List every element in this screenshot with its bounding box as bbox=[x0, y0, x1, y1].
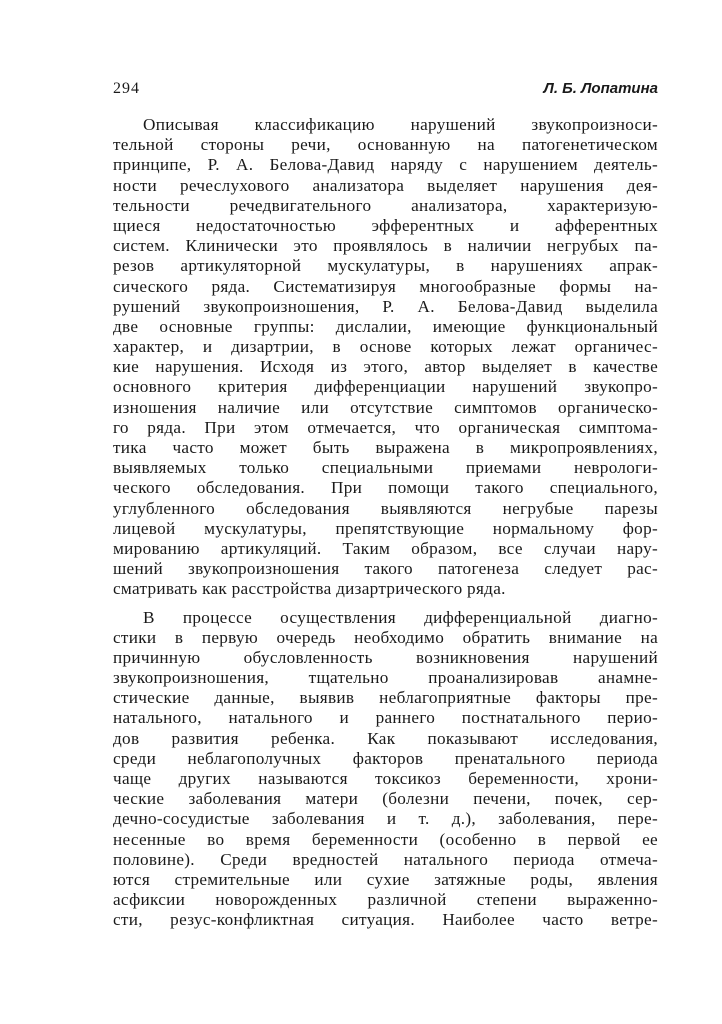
text-line: мированию артикуляций. Таким образом, все случаи нару- bbox=[113, 538, 658, 558]
text-line: причинную обусловленность возникновения нарушений bbox=[113, 647, 658, 667]
text-line: рушений звукопроизношения, Р. А. Белова-Давид выделила bbox=[113, 296, 658, 316]
text-line: дов развития ребенка. Как показывают исследования, bbox=[113, 728, 658, 748]
text-line: принципе, Р. А. Белова-Давид наряду с нарушением деятель- bbox=[113, 155, 658, 175]
text-line: изношения наличие или отсутствие симптомов органическо- bbox=[113, 397, 658, 417]
text-line: щиеся недостаточностью эфферентных и афферентных bbox=[113, 215, 658, 235]
text-line: характер, и дизартрии, в основе которых лежат органичес- bbox=[113, 337, 658, 357]
text-line: несенные во время беременности (особенно в первой ее bbox=[113, 829, 658, 849]
text-line: кие нарушения. Исходя из этого, автор выделяет в качестве bbox=[113, 357, 658, 377]
text-line: ются стремительные или сухие затяжные роды, явления bbox=[113, 869, 658, 889]
text-line: резов артикуляторной мускулатуры, в нарушениях апрак- bbox=[113, 256, 658, 276]
text-line: ности речеслухового анализатора выделяет нарушения дея- bbox=[113, 175, 658, 195]
text-line: лицевой мускулатуры, препятствующие нормальному фор- bbox=[113, 518, 658, 538]
text-line: тельной стороны речи, основанную на патогенетическом bbox=[113, 135, 658, 155]
text-line: тельности речедвигательного анализатора, характеризую- bbox=[113, 195, 658, 215]
page-number: 294 bbox=[113, 80, 140, 97]
text-line: Описывая классификацию нарушений звукопроизноси- bbox=[143, 115, 658, 134]
text-line: среди неблагополучных факторов пренатального периода bbox=[113, 748, 658, 768]
body-text bbox=[113, 115, 658, 931]
text-line: чаще других называются токсикоз беременности, хрони- bbox=[113, 769, 658, 788]
paragraph bbox=[113, 115, 658, 600]
text-line: систем. Клинически это проявлялось в наличии негрубых па- bbox=[113, 236, 658, 256]
text-line: шений звукопроизношения такого патогенеза следует рас- bbox=[113, 559, 658, 579]
text-line: тика часто может быть выражена в микропроявлениях, bbox=[113, 438, 658, 457]
text-line: выявляемых только специальными приемами неврологи- bbox=[113, 458, 658, 478]
text-line: половине). Среди вредностей натального периода отмеча- bbox=[113, 849, 658, 869]
page-header bbox=[113, 80, 658, 104]
text-line: сического ряда. Систематизируя многообразные формы на- bbox=[113, 276, 658, 296]
text-line: натального, натального и раннего постнатального перио- bbox=[113, 708, 658, 728]
text-line: основного критерия дифференциации нарушений звукопро- bbox=[113, 377, 658, 397]
text-line: ческого обследования. При помощи такого специального, bbox=[113, 478, 658, 498]
text-line: дечно-сосудистые заболевания и т. д.), заболевания, пере- bbox=[113, 809, 658, 829]
text-line: сматривать как расстройства дизартрического ряда. bbox=[113, 579, 506, 599]
paragraph-gap bbox=[113, 600, 658, 608]
text-line: сти, резус-конфликтная ситуация. Наиболее часто ветре- bbox=[113, 910, 658, 930]
running-head: Л. Б. Лопатина bbox=[543, 80, 658, 97]
text-line: го ряда. При этом отмечается, что органическая симптома- bbox=[113, 417, 658, 437]
text-line: звукопроизношения, тщательно проанализировав анамне- bbox=[113, 668, 658, 688]
text-line: углубленного обследования выявляются негрубые парезы bbox=[113, 498, 658, 518]
text-line: две основные группы: дислалии, имеющие функциональный bbox=[113, 316, 658, 336]
paragraph bbox=[113, 608, 658, 931]
text-line: В процессе осуществления дифференциальной диагно- bbox=[143, 607, 658, 627]
text-line: асфиксии новорожденных различной степени выраженно- bbox=[113, 890, 658, 910]
text-line: ческие заболевания матери (болезни печени, почек, сер- bbox=[113, 789, 658, 809]
text-line: стические данные, выявив неблагоприятные факторы пре- bbox=[113, 688, 658, 708]
text-line: стики в первую очередь необходимо обратить внимание на bbox=[113, 627, 658, 647]
